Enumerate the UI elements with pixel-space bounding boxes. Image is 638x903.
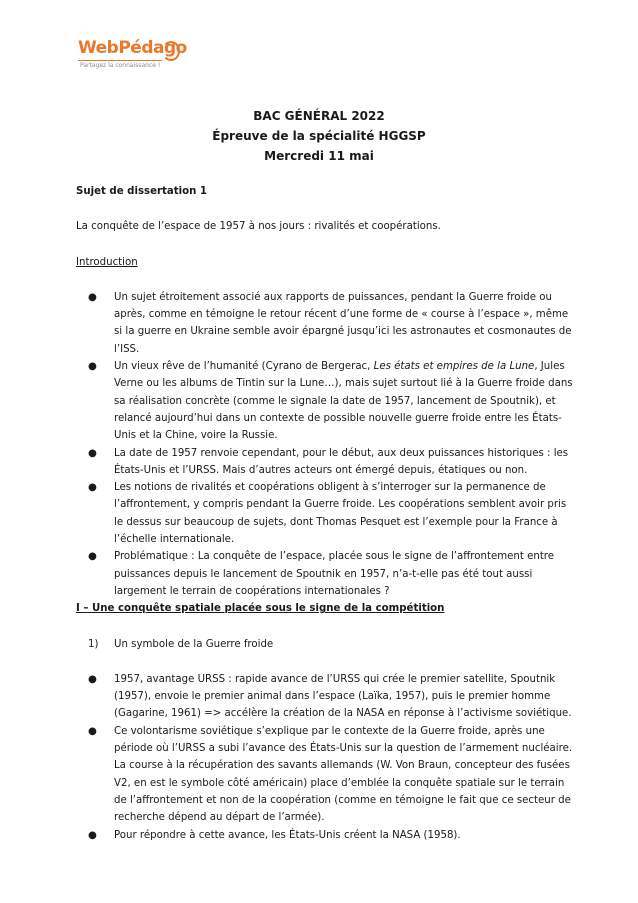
book-title: Les états et empires de la Lune <box>373 361 535 373</box>
bullet-icon: ● <box>88 447 97 459</box>
list-item: ● Problématique : La conquête de l’espace, placée sous le signe de l’affrontement entre puissances depuis le lancement de Spoutnik en 1957, n’a-t-elle pas été tout aussi largement le terrain de coopérations internationales ? <box>76 548 576 600</box>
document-header <box>0 106 638 166</box>
exam-subject: Épreuve de la spécialité HGGSP <box>212 129 426 143</box>
bullet-icon: ● <box>88 291 97 303</box>
list-item: ● La date de 1957 renvoie cependant, pour le début, aux deux puissances historiques : les États-Unis et l’URSS. Mais d’autres acteurs ont émergé depuis, étatiques ou non. <box>76 445 576 480</box>
bullet-icon: ● <box>88 482 97 494</box>
section-1-title: I – Une conquête spatiale placée sous le signe de la compétition <box>76 603 445 615</box>
document-body <box>76 183 576 844</box>
intro-list <box>76 289 576 600</box>
bullet-icon: ● <box>88 361 97 373</box>
sujet-title: Sujet de dissertation 1 <box>76 186 207 197</box>
sujet-text: La conquête de l’espace de 1957 à nos jours : rivalités et coopérations. <box>76 221 441 233</box>
logo-speech-icon <box>162 41 180 61</box>
intro-title: Introduction <box>76 256 138 268</box>
webpedago-logo <box>78 38 187 74</box>
subsection-number: 1) <box>88 638 99 650</box>
exam-title: BAC GÉNÉRAL 2022 <box>253 109 385 123</box>
logo-tagline: Partagez la connaissance ! <box>80 62 161 69</box>
bullet-icon: ● <box>88 829 97 841</box>
list-item: ● Un vieux rêve de l’humanité (Cyrano de Bergerac, Les états et empires de la Lune, Jules Verne ou les albums de Tintin sur la Lune…), mais sujet surtout lié à la Guerre froide dans sa réalisation concrète (comme le signale la date de 1957, lancement de Spoutnik), et relancé aujourd’hui dans un contexte de possible nouvelle guerre froide entre les États-Unis et la Chine, voire la Russie. <box>76 358 576 444</box>
list-item: ● 1957, avantage URSS : rapide avance de l’URSS qui crée le premier satellite, Spoutnik (1957), envoie le premier animal dans l’espace (Laïka, 1957), puis le premier homme (Gagarine, 1961) => accélère la création de la NASA en réponse à l’activisme soviétique. <box>76 671 576 723</box>
logo-underline <box>78 60 162 61</box>
logo-name: WebPédago <box>78 38 187 58</box>
list-item: ● Un sujet étroitement associé aux rapports de puissances, pendant la Guerre froide ou après, comme en témoigne le retour récent d’une forme de « course à l’espace », même si la guerre en Ukraine semble avoir épargné jusqu’ici les astronautes et cosmonautes de l’ISS. <box>76 289 576 358</box>
list-item: ● Ce volontarisme soviétique s’explique par le contexte de la Guerre froide, après une période où l’URSS a subi l’avance des États-Unis sur la question de l’armement nucléaire. La course à la récupération des savants allemands (W. Von Braun, concepteur des fusées V2, en est le symbole côté américain) place d’emblée la conquête spatiale sur le terrain de l’affrontement et non de la coopération (comme en témoigne le fait que ce secteur de recherche dépend au départ de l’armée). <box>76 723 576 827</box>
exam-date: Mercredi 11 mai <box>264 149 374 163</box>
bullet-icon: ● <box>88 673 97 685</box>
subsection-title: Un symbole de la Guerre froide <box>114 638 274 650</box>
list-item: ● Les notions de rivalités et coopérations obligent à s’interroger sur la permanence de l’affrontement, y compris pendant la Guerre froide. Les coopérations semblent avoir pris le dessus sur beaucoup de sujets, dont Thomas Pesquet est l’exemple pour la France à l’échelle internationale. <box>76 479 576 548</box>
section-1-list <box>76 671 576 844</box>
bullet-icon: ● <box>88 551 97 563</box>
bullet-icon: ● <box>88 725 97 737</box>
subsection-1 <box>76 636 576 653</box>
list-item: ● Pour répondre à cette avance, les États-Unis créent la NASA (1958). <box>76 827 576 844</box>
